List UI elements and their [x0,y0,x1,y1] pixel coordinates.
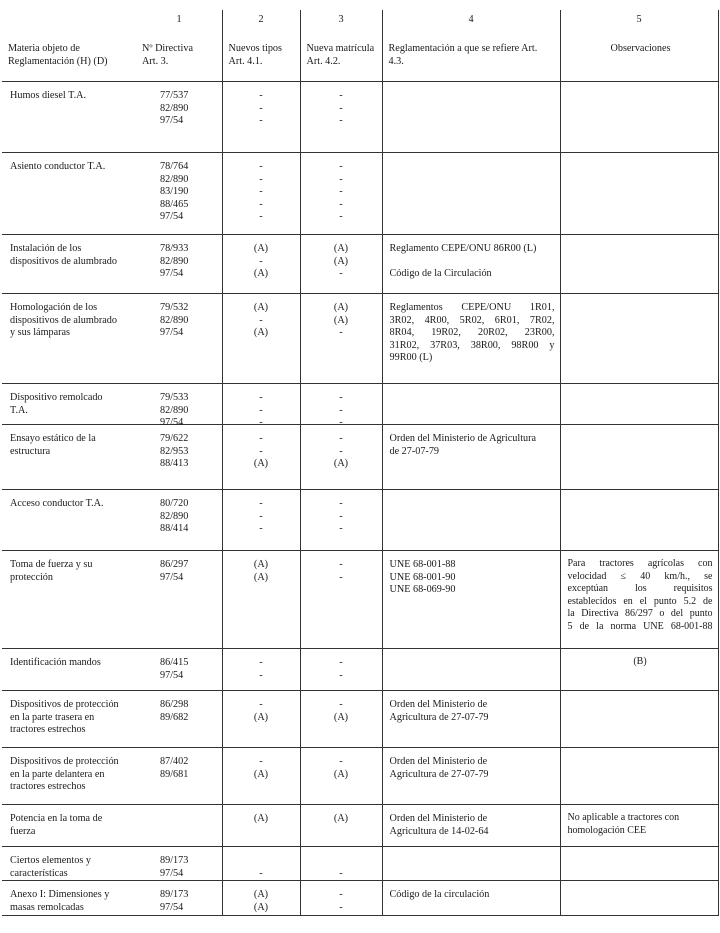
nuevos-cell [222,881,300,916]
nuevos-value: - [259,198,263,210]
nuevos-value: - [259,445,263,457]
materia-cell [2,847,222,881]
directiva-list [160,243,188,281]
reglamentacion-cell [382,748,560,805]
matricula-cell [300,425,382,490]
nuevos-value: - [259,255,263,267]
reglamentacion-line: Orden del Ministerio de Agricultura [389,433,537,444]
reglamentacion-cell [382,82,560,153]
observacion-line: 5 de la norma UNE 68-001-88 [567,620,713,632]
materia-text: Toma de fuerza y su protección [10,559,93,583]
materia-text: Dispositivos de protección en la parte delantera en tractores estrechos [10,756,119,793]
matricula-value: - [339,417,343,429]
nuevos-value: - [259,669,263,681]
reglamentacion-line: Código de la Circulación [389,268,492,280]
table-row [2,551,718,649]
observaciones-cell [560,235,718,294]
materia-cell [2,551,222,649]
table-row [2,691,718,748]
materia-cell [2,691,222,748]
matricula-value: - [339,523,343,535]
observacion-line: No aplicable a tractores con [567,812,680,823]
nuevos-value: - [259,102,263,114]
reglamentacion-cell [382,691,560,748]
materia-text: Acceso conductor T.A. [10,498,104,509]
observaciones-cell [560,82,718,153]
nuevos-value: - [259,498,263,509]
nuevos-value: (A) [253,813,269,824]
nuevos-value [223,855,300,868]
directiva-number: 88/413 [160,458,189,470]
observaciones-cell [560,425,718,490]
nuevos-value: - [259,186,263,198]
matricula-cell [300,235,382,294]
reglamentacion-cell [382,805,560,847]
matricula-value: - [339,198,343,210]
matricula-value: - [339,186,343,198]
nuevos-value: (A) [253,458,269,470]
materia-text: Ensayo estático de la estructura [10,433,96,457]
nuevos-cell [222,551,300,649]
matricula-cell [300,384,382,429]
nuevos-value: (A) [253,768,269,780]
matricula-value: - [339,161,343,172]
observaciones-cell [560,294,718,384]
nuevos-value: - [259,867,263,879]
directiva-list [160,302,188,340]
matricula-cell [300,649,382,691]
observacion-line: exceptúan los requisitos [567,583,713,595]
matricula-cell [300,153,382,235]
nuevos-value: - [259,699,263,710]
materia-text: Asiento conductor T.A. [10,161,106,172]
matricula-value: (A) [333,314,349,326]
directiva-number: 86/297 [160,559,189,570]
materia-cell [2,82,222,153]
materia-cell [2,425,222,490]
directiva-number: 88/465 [160,198,189,210]
nuevos-cell [222,425,300,490]
col1-header: Nº Directiva Art. 3. [142,43,193,67]
directiva-list [160,889,188,914]
directiva-number: 82/890 [160,102,189,114]
matricula-value: - [339,699,343,710]
nuevos-value: (A) [253,889,269,900]
observaciones-cell [560,551,718,649]
directiva-number: 82/890 [160,404,189,416]
matricula-value: - [339,510,343,522]
nuevos-cell [222,490,300,551]
table-row [2,235,718,294]
directiva-number: 88/414 [160,523,189,535]
directiva-number: 86/298 [160,699,189,710]
matricula-cell [300,881,382,916]
observacion-line: homologación CEE [567,824,647,836]
reglamentacion-line: Orden del Ministerio de [389,699,488,710]
directiva-number: 89/173 [160,855,189,866]
matricula-value: (A) [333,243,349,254]
matricula-value: - [339,115,343,127]
observaciones-cell [560,649,718,691]
directiva-number: 83/190 [160,186,189,198]
reglamentacion-line: UNE 68-001-90 [389,571,456,583]
reglamentacion-cell [382,490,560,551]
observaciones-cell [560,805,718,847]
directiva-number: 97/54 [160,115,184,127]
materia-text: Homologación de los dispositivos de alumbrado y sus lámparas [10,302,117,339]
nuevos-value: - [259,161,263,172]
table-row [2,881,718,916]
nuevos-value: (A) [253,302,269,313]
reglamentacion-line: Agricultura de 14-02-64 [389,825,489,837]
matricula-value: - [339,756,343,767]
directiva-number: 97/54 [160,211,184,223]
reglamentacion-line: Agricultura de 27-07-79 [389,768,489,780]
materia-cell [2,153,222,235]
reglamentacion-line: UNE 68-001-88 [389,559,456,570]
nuevos-cell [222,82,300,153]
directiva-number: 97/54 [160,669,184,681]
directiva-number: 89/682 [160,711,189,723]
matricula-cell [300,805,382,847]
directiva-number: 77/537 [160,90,189,101]
reglamentacion-cell [382,384,560,425]
reglamentacion-line: de 27-07-79 [389,445,440,457]
reglamentacion-line: Código de la circulación [389,889,490,900]
matricula-value: - [339,327,343,339]
nuevos-value: - [259,657,263,668]
matricula-value: - [339,433,343,444]
observacion-line: velocidad ≤ 40 km/h., se [567,570,713,582]
observacion-line: Para tractores agrícolas con [567,558,713,569]
col0-header: Materia objeto de Reglamentación (H) (D) [8,43,108,67]
reglamentacion-line: 3R02, 4R00, 5R02, 6R01, 7R02, [389,314,555,326]
nuevos-value: - [259,756,263,767]
reglamentacion-line: Reglamentos CEPE/ONU 1R01, [389,302,555,313]
regulation-table [2,10,719,916]
directiva-number: 78/764 [160,161,189,172]
table-row [2,649,718,691]
directiva-number: 82/890 [160,255,189,267]
matricula-value: - [339,901,343,913]
directiva-number: 82/890 [160,173,189,185]
reglamentacion-cell [382,649,560,691]
nuevos-cell [222,153,300,235]
col2-header: 2 Nuevos tipos Art. 4.1. [222,10,300,82]
nuevos-cell [222,235,300,294]
directiva-list [160,855,188,880]
table-row [2,847,718,881]
materia-text: Identificación mandos [10,657,101,668]
col1-number: 1 [176,14,182,25]
nuevos-cell [222,847,300,881]
table-row [2,490,718,551]
reglamentacion-cell [382,881,560,916]
observaciones-cell [560,691,718,748]
materia-text: Dispositivos de protección en la parte trasera en tractores estrechos [10,699,119,736]
materia-cell [2,294,222,384]
col4-header: 4 Reglamentación a que se refiere Art. 4.3. [382,10,560,82]
matricula-cell [300,691,382,748]
directiva-list [160,756,188,781]
directiva-number: 82/890 [160,510,189,522]
directiva-list [160,161,188,224]
materia-cell [2,384,222,429]
table-row [2,153,718,235]
materia-cell [2,748,222,805]
nuevos-cell [222,691,300,748]
materia-cell [2,805,222,847]
matricula-value: - [339,173,343,185]
matricula-value: - [339,102,343,114]
directiva-list [160,90,188,128]
table-row [2,805,718,847]
observaciones-cell [560,881,718,916]
observacion-line: (B) [633,656,647,667]
directiva-number: 97/54 [160,571,184,583]
matricula-value: (A) [333,711,349,723]
nuevos-cell [222,748,300,805]
directiva-number: 82/890 [160,314,189,326]
observacion-line: establecidos en el punto 5.2 de [567,595,713,607]
reglamentacion-cell [382,425,560,490]
directiva-list [160,657,188,682]
materia-text: Anexo I: Dimensiones y masas remolcadas [10,889,110,913]
matricula-cell [300,490,382,551]
materia-cell [2,490,222,551]
directiva-number: 82/953 [160,445,189,457]
nuevos-value: (A) [253,243,269,254]
nuevos-value: - [259,173,263,185]
table-row [2,748,718,805]
directiva-number: 97/54 [160,327,184,339]
materia-text: Dispositivo remolcado T.A. [10,392,103,416]
matricula-value: - [339,867,343,879]
reglamentacion-line: Orden del Ministerio de [389,756,488,767]
directiva-number: 97/54 [160,417,184,429]
nuevos-value: - [259,115,263,127]
nuevos-value: (A) [253,268,269,280]
directiva-list [160,433,188,471]
matricula-value: - [339,404,343,416]
table-row [2,294,718,384]
reglamentacion-line: 8R04, 19R02, 20R02, 23R00, [389,327,555,339]
matricula-cell [300,551,382,649]
matricula-value: (A) [333,302,349,313]
reglamentacion-cell [382,294,560,384]
observaciones-cell [560,384,718,425]
matricula-value: - [339,90,343,101]
nuevos-value: - [259,433,263,444]
nuevos-cell [222,805,300,847]
nuevos-value: - [259,417,263,429]
matricula-cell [300,294,382,384]
matricula-value: - [339,445,343,457]
matricula-value: - [339,657,343,668]
matricula-value: (A) [333,458,349,470]
matricula-value: - [339,559,343,570]
nuevos-value: (A) [253,711,269,723]
directiva-number: 97/54 [160,268,184,280]
directiva-number: 80/720 [160,498,189,509]
matricula-value: - [339,268,343,280]
directiva-list [160,559,188,584]
nuevos-value: (A) [253,571,269,583]
observaciones-cell [560,490,718,551]
directiva-number: 97/54 [160,901,184,913]
nuevos-value: - [259,211,263,223]
header-row [2,10,718,82]
matricula-value: - [339,669,343,681]
directiva-number: 86/415 [160,657,189,668]
observacion-line: la Directiva 86/297 o del punto [567,608,713,620]
matricula-value: - [339,889,343,900]
nuevos-value: - [259,314,263,326]
matricula-value [301,855,382,868]
observaciones-cell [560,748,718,805]
reglamentacion-line: Agricultura de 27-07-79 [389,711,489,723]
matricula-cell [300,847,382,881]
materia-text: Instalación de los dispositivos de alumbrado [10,243,117,267]
table-row [2,425,718,490]
reglamentacion-cell [382,847,560,881]
matricula-cell [300,82,382,153]
materia-cell [2,649,222,691]
directiva-number: 79/533 [160,392,189,403]
matricula-value: - [339,571,343,583]
reglamentacion-cell [382,153,560,235]
nuevos-value: - [259,523,263,535]
reglamentacion-line: 31R02, 37R03, 38R00, 98R00 y [389,339,555,351]
nuevos-cell [222,649,300,691]
matricula-cell [300,748,382,805]
materia-text: Ciertos elementos y características [10,855,91,879]
directiva-list [160,699,188,724]
directiva-number: 89/173 [160,889,189,900]
header-materia-and-directiva [2,10,222,82]
nuevos-value: (A) [253,901,269,913]
materia-cell [2,881,222,916]
reglamentacion-line: UNE 68-069-90 [389,584,456,596]
nuevos-cell [222,384,300,429]
reglamentacion-cell [382,235,560,294]
nuevos-value: (A) [253,559,269,570]
observaciones-cell [560,847,718,881]
nuevos-value: (A) [253,327,269,339]
nuevos-value: - [259,404,263,416]
reglamentacion-cell [382,551,560,649]
observaciones-cell [560,153,718,235]
matricula-value: - [339,392,343,403]
nuevos-cell [222,294,300,384]
reglamentacion-line: Reglamento CEPE/ONU 86R00 (L) [389,243,537,254]
materia-cell [2,235,222,294]
directiva-number: 89/681 [160,768,189,780]
reglamentacion-line [390,256,555,269]
col5-header: 5 Observaciones [560,10,718,82]
directiva-list [160,498,188,536]
reglamentacion-line: Orden del Ministerio de [389,813,488,824]
directiva-number: 79/622 [160,433,189,444]
reglamentacion-line: 99R00 (L) [389,352,433,364]
matricula-value: (A) [333,768,349,780]
matricula-value: (A) [333,255,349,267]
materia-text: Humos diesel T.A. [10,90,87,101]
matricula-value: - [339,498,343,509]
directiva-number: 97/54 [160,867,184,879]
directiva-number: 87/402 [160,756,189,767]
materia-text: Potencia en la toma de fuerza [10,813,103,837]
directiva-number: 79/532 [160,302,189,313]
nuevos-value: - [259,510,263,522]
matricula-value: - [339,211,343,223]
directiva-number: 78/933 [160,243,189,254]
table-row [2,82,718,153]
nuevos-value: - [259,90,263,101]
table-row [2,384,718,425]
nuevos-value: - [259,392,263,403]
matricula-value: (A) [333,813,349,824]
col3-header: 3 Nueva matrícula Art. 4.2. [300,10,382,82]
